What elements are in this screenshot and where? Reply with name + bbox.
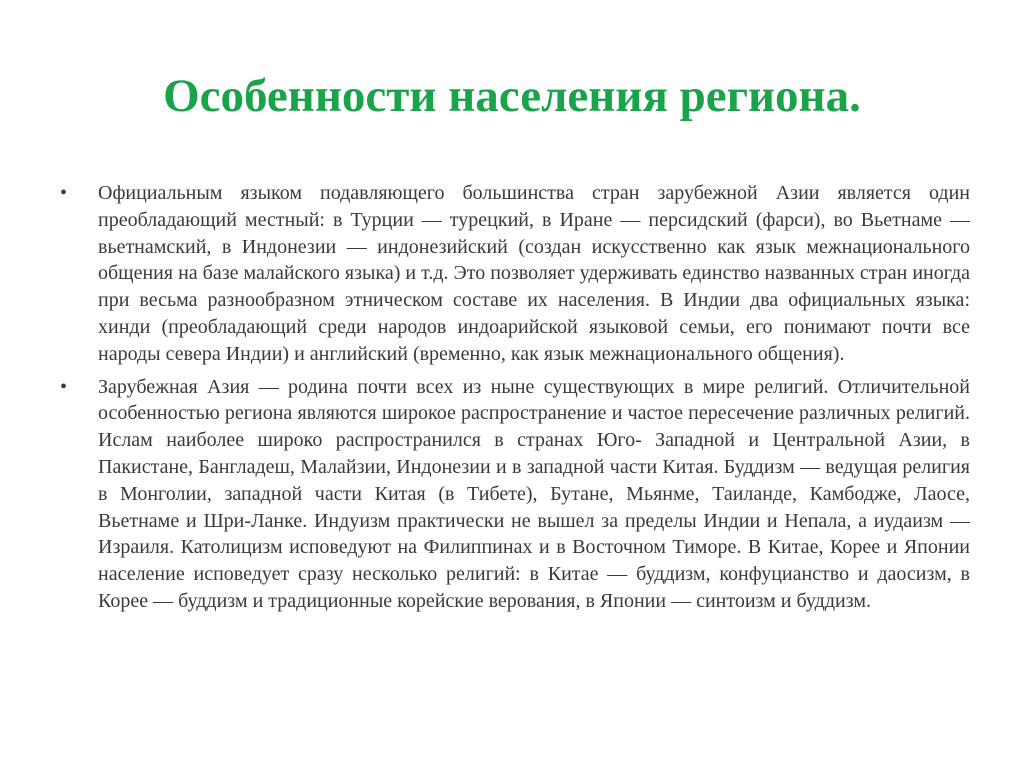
- bullet-icon: •: [60, 375, 68, 398]
- bullet-icon: •: [60, 182, 68, 204]
- bullet-text: Зарубежная Азия — родина почти всех из ныне существующих в мире религий. Отличительной особенностью региона являются широкое распространение и частое пересечение различных религий. Ислам наиболее широко распространился в странах Юго- Западной и Центральной Азии, в Пакистане, Бангладеш, Малайзии, Индонезии и в западной части Китая. Буддизм — ведущая религия в Монголии, западной части Китая (в Тибете), Бутане, Мьянме, Таиланде, Камбодже, Лаосе, Вьетнаме и Шри-Ланке. Индуизм практически не вышел за пределы Индии и Непала, а иудаизм — Израиля. Католицизм исповедуют на Филиппинах и в Восточном Тиморе. В Китае, Корее и Японии население исповедует сразу несколько религий: в Китае — буддизм, конфуцианство и даосизм, в Корее — буддизм и традиционные корейские верования, в Японии — синтоизм и буддизм.: [98, 375, 970, 612]
- bullet-item-language: [56, 180, 970, 368]
- bullet-item-religion: [56, 374, 970, 615]
- bullet-text: Официальным языком подавляющего большинства стран зарубежной Азии является один преобладающий местный: в Турции — турецкий, в Иране — персидский (фарси), во Вьетнаме — вьетнамский, в Индонезии — индонезийский (создан искусственно как язык межнационального общения на базе малайского языка) и т.д. Это позволяет удерживать единство названных стран иногда при весьма разнообразном этническом составе их населения. В Индии два официальных языка: хинди (преобладающий среди народов индоарийской языковой семьи, его понимают почти все народы севера Индии) и английский (временно, как язык межнационального общения).: [98, 182, 970, 365]
- slide-title: Особенности населения региона.: [163, 70, 861, 122]
- bullet-list: [56, 180, 970, 621]
